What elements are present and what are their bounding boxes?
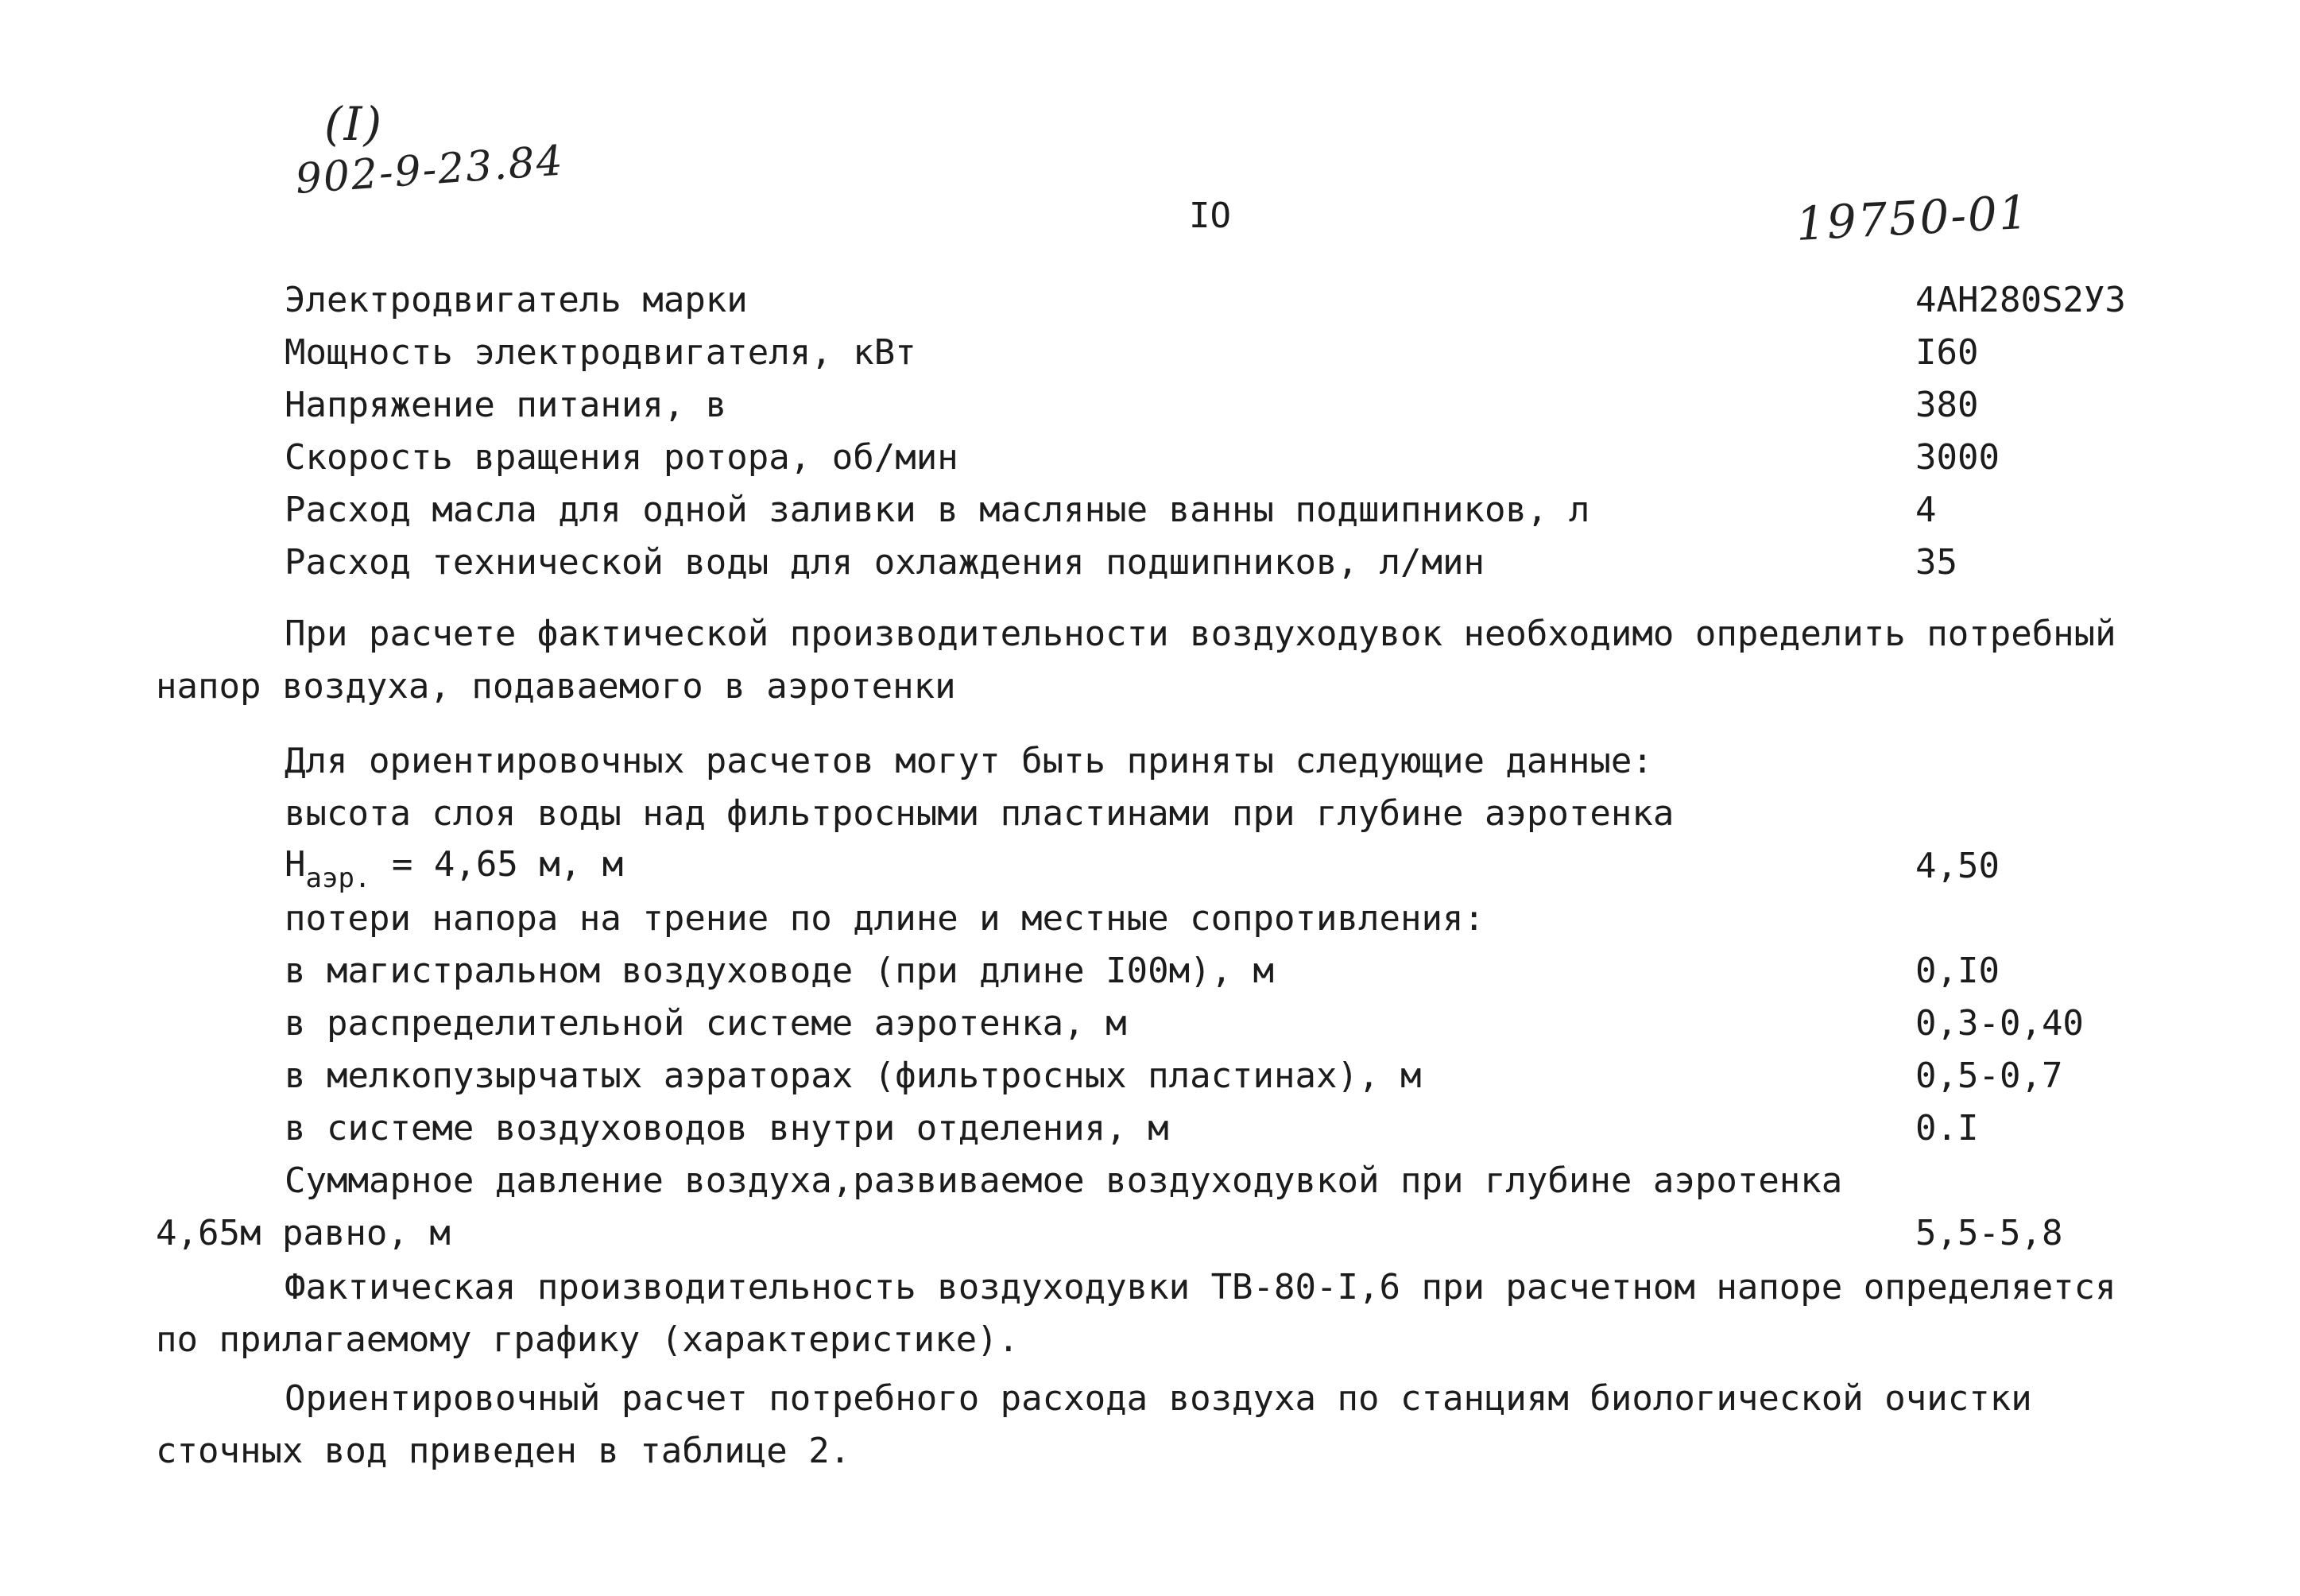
spec-label-oil: Расход масла для одной заливки в масляные ванны подшипников, л — [285, 490, 1590, 530]
h-subscript: аэр. — [305, 862, 371, 894]
spec-label-voltage: Напряжение питания, в — [285, 385, 727, 425]
loss-value-internal-ducts: 0.I — [1915, 1108, 1979, 1149]
loss-value-distribution: 0,3-0,40 — [1915, 1003, 2084, 1044]
spec-label-rotor-speed: Скорость вращения ротора, об/мин — [285, 437, 958, 478]
loss-label-main-duct: в магистральном воздуховоде (при длине I00м), м — [285, 951, 1275, 991]
paragraph-1-line-1: При расчете фактической производительности воздуходувок необходимо определить потребный — [285, 614, 2116, 654]
h-rest: = 4,65 м, м — [370, 844, 624, 885]
spec-value-oil: 4 — [1915, 490, 1937, 530]
paragraph-3-line-2: сточных вод приведен в таблице 2. — [156, 1431, 851, 1471]
loss-value-aerators: 0,5-0,7 — [1915, 1056, 2063, 1096]
spec-label-power: Мощность электродвигателя, кВт — [285, 332, 916, 373]
loss-value-main-duct: 0,I0 — [1915, 951, 2000, 991]
handwritten-mark: (I) — [324, 97, 384, 151]
page-number: IO — [1189, 196, 1231, 236]
h-symbol: H — [285, 844, 306, 885]
paragraph-2-line-2: по прилагаемому графику (характеристике). — [156, 1319, 1020, 1360]
calc-total-line-1: Суммарное давление воздуха,развиваемое воздуходувкой при глубине аэротенка — [285, 1160, 1843, 1201]
spec-value-rotor-speed: 3000 — [1915, 437, 2000, 478]
spec-value-power: I60 — [1915, 332, 1979, 373]
loss-label-aerators: в мелкопузырчатых аэраторах (фильтросных пластинах), м — [285, 1056, 1422, 1096]
calc-total-line-2: 4,65м равно, м — [156, 1213, 451, 1253]
paragraph-2-line-1: Фактическая производительность воздуходувки ТВ-80-I,6 при расчетном напоре определяется — [285, 1267, 2116, 1307]
paragraph-3-line-1: Ориентировочный расчет потребного расхода воздуха по станциям биологической очистки — [285, 1378, 2032, 1419]
spec-label-water: Расход технической воды для охлаждения подшипников, л/мин — [285, 542, 1485, 583]
loss-label-internal-ducts: в системе воздуховодов внутри отделения, м — [285, 1108, 1169, 1149]
spec-value-voltage: 380 — [1915, 385, 1979, 425]
calc-height-line: высота слоя воды над фильтросными пластинами при глубине аэротенка — [285, 793, 1675, 834]
handwritten-project-code: 902-9-23.84 — [293, 137, 566, 203]
paragraph-1-line-2: напор воздуха, подаваемого в аэротенки — [156, 666, 956, 707]
handwritten-archive-number: 19750-01 — [1795, 184, 2031, 251]
spec-value-motor-brand: 4АН280S2У3 — [1915, 280, 2126, 320]
loss-label-distribution: в распределительной системе аэротенка, м — [285, 1003, 1127, 1044]
spec-value-water: 35 — [1915, 542, 1957, 583]
calc-h-formula — [285, 844, 624, 894]
calc-intro: Для ориентировочных расчетов могут быть приняты следующие данные: — [285, 741, 1653, 781]
calc-h-value: 4,50 — [1915, 846, 2000, 886]
calc-losses-title: потери напора на трение по длине и местные сопротивления: — [285, 898, 1485, 939]
spec-label-motor-brand: Электродвигатель марки — [285, 280, 748, 320]
calc-total-value: 5,5-5,8 — [1915, 1213, 2063, 1253]
